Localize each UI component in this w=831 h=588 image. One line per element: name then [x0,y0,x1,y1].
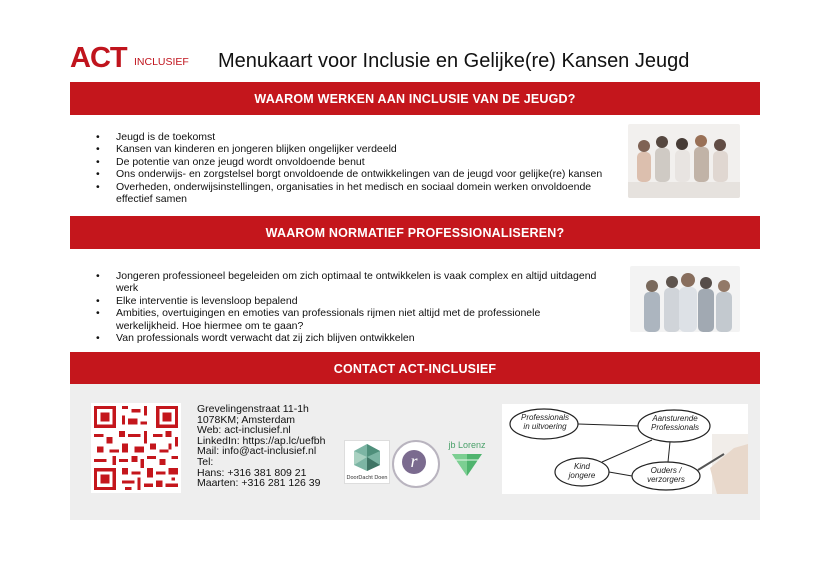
page-title: Menukaart voor Inclusie en Gelijke(re) Kansen Jeugd [218,50,690,72]
logo-inclusief-text: INCLUSIEF [134,56,189,68]
professionaliseren-bullet-list [96,270,606,344]
list-item: • Jongeren professioneel begeleiden om zich optimaal te ontwikkelen is vaak complex en altijd uitdagend werk [96,270,606,295]
address-street: Grevelingenstraat 11-1h [197,403,309,415]
cedeo-letter: r [402,450,426,474]
qr-code[interactable] [91,403,181,493]
address-city: 1078KM; Amsterdam [197,413,296,426]
logo-act-text: ACT [70,42,127,74]
doordacht-doen-badge [344,440,390,484]
list-item: • Jeugd is de toekomst [96,131,606,143]
list-item: • Ons onderwijs- en zorgstelsel borgt onvoldoende de ontwikkelingen van de jeugd voor gelijke(re) kansen [96,168,606,180]
list-item: • De potentie van onze jeugd wordt onvoldoende benut [96,156,606,168]
tel-label: Tel: [197,455,214,468]
jb-lorenz-label: jb Lorenz [448,440,486,450]
section-heading-contact: CONTACT ACT-INCLUSIEF [70,352,760,385]
list-item: • Overheden, onderwijsinstellingen, organisaties in het medisch en sociaal domein werken onvoldoende effectief samen [96,181,606,206]
doordacht-doen-label: DoorDacht Doen [346,475,388,481]
inclusie-bullet-list [96,131,606,205]
node-kind-jongere: Kind jongere [568,462,596,480]
list-item: • Ambities, overtuigingen en emoties van professionals rijmen niet altijd met de professionele werkelijkheid. Hoe hiermee om te gaan? [96,307,606,332]
node-professionals-uitvoering: Professionals in uitvoering [520,413,570,431]
contact-address-block [197,404,325,489]
list-item: • Kansen van kinderen en jongeren blijken ongelijker verdeeld [96,143,606,155]
professionals-photo [630,266,740,332]
jb-lorenz-badge [444,440,490,482]
list-item: • Van professionals wordt verwacht dat zij zich blijven ontwikkelen [96,332,606,344]
youth-group-photo [628,124,740,198]
act-inclusief-logo [70,42,190,78]
section-heading-inclusie: WAAROM WERKEN AAN INCLUSIE VAN DE JEUGD? [70,82,760,115]
node-ouders-verzorgers: Ouders / verzorgers [647,466,685,484]
stakeholder-diagram [502,404,748,494]
web-link[interactable]: Web: act-inclusief.nl [197,424,291,437]
mail-link[interactable]: Mail: info@act-inclusief.nl [197,445,317,458]
linkedin-link[interactable]: LinkedIn: https://ap.lc/uefbh [197,434,326,447]
section-heading-professionaliseren: WAAROM NORMATIEF PROFESSIONALISEREN? [70,216,760,249]
phone-maarten[interactable]: Maarten: +316 281 126 39 [197,477,321,490]
phone-hans[interactable]: Hans: +316 381 809 21 [197,466,307,479]
cedeo-badge [392,440,440,488]
list-item: • Elke interventie is levensloop bepalend [96,295,606,307]
node-aansturende-professionals: Aansturende Professionals [650,414,700,432]
